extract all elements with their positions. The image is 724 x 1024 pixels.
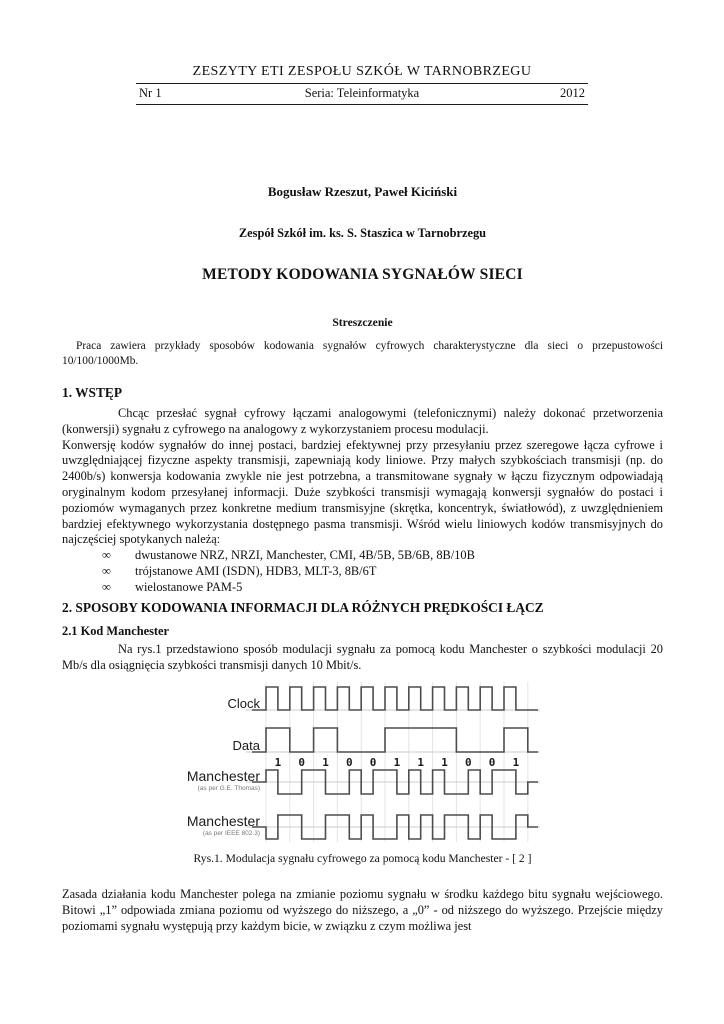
signal-label: Manchester xyxy=(186,813,260,829)
section-1-body xyxy=(62,406,663,596)
bullet-infinity-icon: ∞ xyxy=(102,563,111,578)
signal-sublabel: (as per G.E. Thomas) xyxy=(197,785,260,792)
list-item xyxy=(62,580,663,596)
bit-value-label: 0 xyxy=(488,756,496,769)
journal-masthead xyxy=(136,64,588,105)
manchester-waveform-figure xyxy=(182,682,542,844)
signal-label: Clock xyxy=(227,696,260,711)
list-item-text: trójstanowe AMI (ISDN), HDB3, MLT-3, 8B/6T xyxy=(135,563,377,578)
data-waveform xyxy=(252,728,538,752)
section-2-heading: 2. SPOSOBY KODOWANIA INFORMACJI DLA RÓŻNYCH PRĘDKOŚCI ŁĄCZ xyxy=(62,600,544,615)
publication-year: 2012 xyxy=(560,86,585,100)
journal-title: ZESZYTY ETI ZESPOŁU SZKÓŁ W TARNOBRZEGU xyxy=(136,64,588,84)
bit-value-label: 1 xyxy=(274,756,282,769)
issue-number: Nr 1 xyxy=(139,86,162,100)
abstract-heading: Streszczenie xyxy=(332,316,393,329)
abstract-text: Praca zawiera przykłady sposobów kodowania sygnałów cyfrowych charakterystyczne dla sieci o przepustowości 10/100/1000Mb. xyxy=(62,340,663,367)
figure-1 xyxy=(182,682,542,844)
signal-label: Manchester xyxy=(186,768,260,784)
list-item-text: dwustanowe NRZ, NRZI, Manchester, CMI, 4B/5B, 5B/6B, 8B/10B xyxy=(135,548,475,563)
list-item xyxy=(62,548,663,564)
bit-value-label: 0 xyxy=(369,756,377,769)
list-item-text: wielostanowe PAM-5 xyxy=(135,579,243,594)
closing-paragraph: Zasada działania kodu Manchester polega na zmianie poziomu sygnału w środku każdego bitu sygnału wejściowego. Bitowi „1” odpowiada zmiana poziomu od wyższego do niższego, a „0” - od niższego do wyższego. Przejście między poziomami sygnału występują przy każdym bicie, w związku z czym możliwa jest xyxy=(62,887,663,934)
bit-value-label: 0 xyxy=(464,756,472,769)
bullet-infinity-icon: ∞ xyxy=(102,548,111,563)
paper-title: METODY KODOWANIA SYGNAŁÓW SIECI xyxy=(202,266,523,283)
clock-waveform xyxy=(252,687,538,710)
section-2-1-heading: 2.1 Kod Manchester xyxy=(62,624,170,638)
bit-value-label: 1 xyxy=(393,756,401,769)
masthead-info-row xyxy=(136,84,588,105)
section-1-heading: 1. WSTĘP xyxy=(62,385,123,400)
figure-caption: Rys.1. Modulacja sygnału cyfrowego za pomocą kodu Manchester - [ 2 ] xyxy=(193,852,532,865)
affiliation-line: Zespół Szkół im. ks. S. Staszica w Tarnobrzegu xyxy=(238,226,487,240)
authors-line: Bogusław Rzeszut, Paweł Kiciński xyxy=(267,184,458,199)
list-item xyxy=(62,564,663,580)
bullet-infinity-icon: ∞ xyxy=(102,579,111,594)
intro-paragraph-1: Chcąc przesłać sygnał cyfrowy łączami analogowymi (telefonicznymi) należy dokonać przetworzenia (konwersji) sygnału z cyfrowego na analogowy z wykorzystaniem procesu modulacji. xyxy=(62,406,663,436)
bit-value-label: 0 xyxy=(298,756,306,769)
signal-sublabel: (as per IEEE 802.3) xyxy=(202,830,260,837)
intro-paragraph-2: Konwersję kodów sygnałów do innej postaci, bardziej efektywnej przy przesyłaniu przez szeregowe łącza cyfrowe i uwzględniającej fizyczne aspekty transmisji, zapewniają kody liniowe. Przy małych szybkościach transmisji (np. do 2400b/s) konwersja kodowania zwykle nie jest potrzebna, a transmitowane sygnały w łączu fizycznym odpowiadają oryginalnym kodom przesyłanej informacji. Duże szybkości transmisji wymagają konwersji sygnałów do postaci i poziomów wymaganych przez konkretne medium transmisyjne (skrętka, koncentryk, światłowód), z uwzględnieniem bardziej efektywnego wykorzystania dostępnego pasma transmisji. Wśród wielu liniowych kodów transmisyjnych do najczęściej spotykanych należą: xyxy=(62,437,663,547)
line-codes-list xyxy=(62,548,663,595)
signal-label: Data xyxy=(232,738,260,753)
bit-value-label: 1 xyxy=(322,756,329,769)
manchester-paragraph: Na rys.1 przedstawiono sposób modulacji sygnału za pomocą kodu Manchester o szybkości modulacji 20 Mb/s dla osiągnięcia szybkości transmisji danych 10 Mbit/s. xyxy=(62,642,663,672)
bit-value-label: 0 xyxy=(345,756,353,769)
bit-value-label: 1 xyxy=(417,756,425,769)
bit-value-label: 1 xyxy=(441,756,448,769)
bit-value-label: 1 xyxy=(512,756,520,769)
series-name: Seria: Teleinformatyka xyxy=(304,86,420,100)
